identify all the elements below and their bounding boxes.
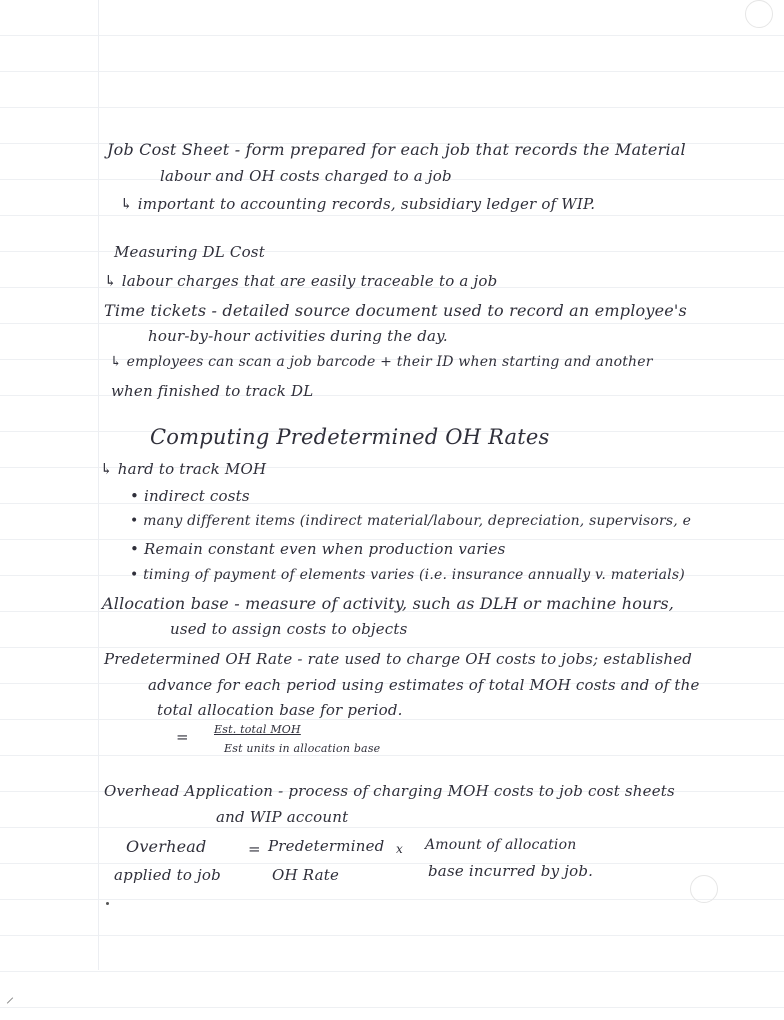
equals-sign: = [176,728,189,746]
formula-numerator: Est. total MOH [214,723,301,736]
margin-line [98,0,99,970]
note-line: labour and OH costs charged to a job [160,167,452,185]
note-line: ↳ employees can scan a job barcode + their ID when starting and another [110,354,653,370]
note-line: when finished to track DL [111,382,314,400]
note-line: ↳ important to accounting records, subsidiary ledger of WIP. [120,195,596,213]
punch-hole [690,875,718,903]
multiply-sign: x [396,842,403,856]
note-line: Overhead Application - process of charging MOH costs to job cost sheets [104,782,675,800]
equation-term: base incurred by job. [428,862,594,880]
note-line: used to assign costs to objects [170,620,408,638]
pen-mark [7,997,13,1003]
note-line: total allocation base for period. [157,701,403,719]
punch-hole [745,0,773,28]
formula-denominator: Est units in allocation base [224,742,381,755]
note-line: Job Cost Sheet - form prepared for each job that records the Material [107,140,686,159]
note-line: ↳ hard to track MOH [100,460,267,478]
note-line: hour-by-hour activities during the day. [148,327,448,345]
pen-dot [106,902,109,905]
equation-term: applied to job [114,866,221,884]
note-line: advance for each period using estimates of total MOH costs and of the [148,676,700,694]
note-line: Allocation base - measure of activity, such as DLH or machine hours, [102,594,675,613]
note-line: • Remain constant even when production varies [130,540,506,558]
equals-sign: = [248,840,261,858]
equation-term: Predetermined [268,837,385,855]
equation-term: Overhead [126,837,207,856]
note-line: Measuring DL Cost [114,243,265,261]
note-line: ↳ labour charges that are easily traceable to a job [104,272,498,290]
note-line: Time tickets - detailed source document used to record an employee's [104,301,687,320]
note-line: • many different items (indirect material/labour, depreciation, supervisors, e [130,513,692,529]
note-line: • indirect costs [130,487,250,505]
equation-term: Amount of allocation [425,837,577,853]
section-heading: Computing Predetermined OH Rates [150,425,550,449]
note-line: and WIP account [216,808,349,826]
note-line: Predetermined OH Rate - rate used to charge OH costs to jobs; established [104,650,693,668]
note-line: • timing of payment of elements varies (i.e. insurance annually v. materials) [130,567,685,583]
equation-term: OH Rate [272,866,340,884]
